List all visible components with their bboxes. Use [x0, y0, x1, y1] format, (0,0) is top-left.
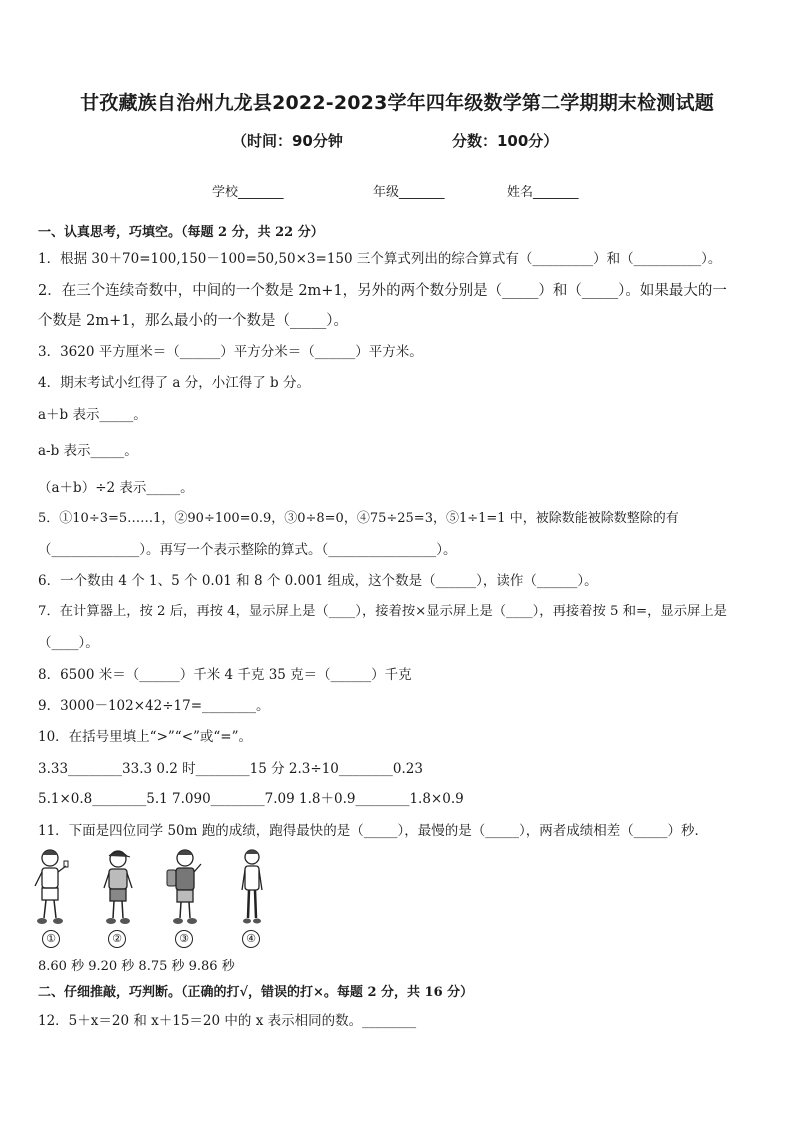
- question-10: 10．在括号里填上“>”“<”或“=”。: [38, 729, 253, 745]
- question-2-line-2: 个数是 2m+1，那么最小的一个数是（_____）。: [38, 313, 348, 329]
- figure-label: ③: [175, 930, 193, 948]
- boy-thumbs-up-icon: [30, 846, 74, 926]
- question-4-c: （a＋b）÷2 表示_____。: [38, 480, 194, 496]
- question-7-line-2: （____）。: [38, 635, 99, 651]
- question-6: 6．一个数由 4 个 1、5 个 0.01 和 8 个 0.001 组成，这个数是（______），读作（______）。: [38, 573, 598, 589]
- question-12: 12．5＋x＝20 和 x＋15＝20 中的 x 表示相同的数。________: [38, 1013, 417, 1029]
- question-4-a: a＋b 表示_____。: [38, 407, 147, 423]
- question-5-line-2: （_____________）。再写一个表示整除的算式。（________________）。: [38, 542, 457, 558]
- question-3: 3．3620 平方厘米＝（______）平方分米＝（______）平方米。: [38, 344, 423, 360]
- figure-label: ①: [42, 930, 60, 948]
- runner-4: [230, 846, 274, 946]
- question-11: 11．下面是四位同学 50m 跑的成绩，跑得最快的是（_____），最慢的是（_____），两者成绩相差（_____）秒．: [38, 823, 708, 839]
- grade-field: 年级_______: [373, 185, 445, 200]
- runner-figures: [30, 846, 270, 946]
- question-8: 8．6500 米＝（______）千米 4 千克 35 克＝（______）千克: [38, 667, 412, 683]
- question-10-row-2: 5.1×0.8________5.1 7.090________7.09 1.8＋0.9________1.8×0.9: [38, 791, 464, 807]
- section-heading-2: 二、仔细推敲，巧判断。（正确的打√，错误的打×。每题 2 分，共 16 分）: [38, 985, 474, 1000]
- question-7-line-1: 7．在计算器上，按 2 后，再按 4，显示屏上是（____），接着按×显示屏上是（____），再接着按 5 和=，显示屏上是: [38, 604, 727, 619]
- question-5-line-1: 5．①10÷3=5……1，②90÷100=0.9，③0÷8=0，④75÷25=3，⑤1÷1=1 中，被除数能被除数整除的有: [38, 511, 679, 526]
- runner-2: [96, 846, 140, 946]
- section-heading-1: 一、认真思考，巧填空。（每题 2 分，共 22 分）: [38, 225, 324, 240]
- runner-3: [163, 846, 207, 946]
- question-9: 9．3000－102×42÷17=________。: [38, 698, 270, 714]
- question-2-line-1: 2．在三个连续奇数中，中间的一个数是 2m+1，另外的两个数分别是（_____）和（_____）。如果最大的一: [38, 283, 727, 299]
- figure-label: ④: [242, 930, 260, 948]
- time-label: （时间：90分钟: [232, 132, 343, 150]
- question-4: 4．期末考试小红得了 a 分，小江得了 b 分。: [38, 375, 310, 391]
- runner-1: [30, 846, 74, 946]
- figure-label: ②: [108, 930, 126, 948]
- question-4-b: a-b 表示_____。: [38, 443, 138, 459]
- exam-title: 甘孜藏族自治州九龙县2022-2023学年四年级数学第二学期期末检测试题: [80, 92, 714, 114]
- score-label: 分数：100分）: [452, 132, 559, 150]
- boy-backpack-icon: [163, 846, 207, 926]
- name-field: 姓名_______: [507, 185, 579, 200]
- question-1: 1．根据 30＋70=100,150－100=50,50×3=150 三个算式列出的综合算式有（_________）和（__________）。: [38, 251, 722, 267]
- question-10-row-1: 3.33________33.3 0.2 时________15 分 2.3÷10________0.23: [38, 761, 423, 777]
- boy-standing-icon: [230, 846, 274, 926]
- school-field: 学校_______: [212, 185, 284, 200]
- boy-cap-icon: [96, 846, 140, 926]
- question-11-times: 8.60 秒 9.20 秒 8.75 秒 9.86 秒: [38, 959, 235, 974]
